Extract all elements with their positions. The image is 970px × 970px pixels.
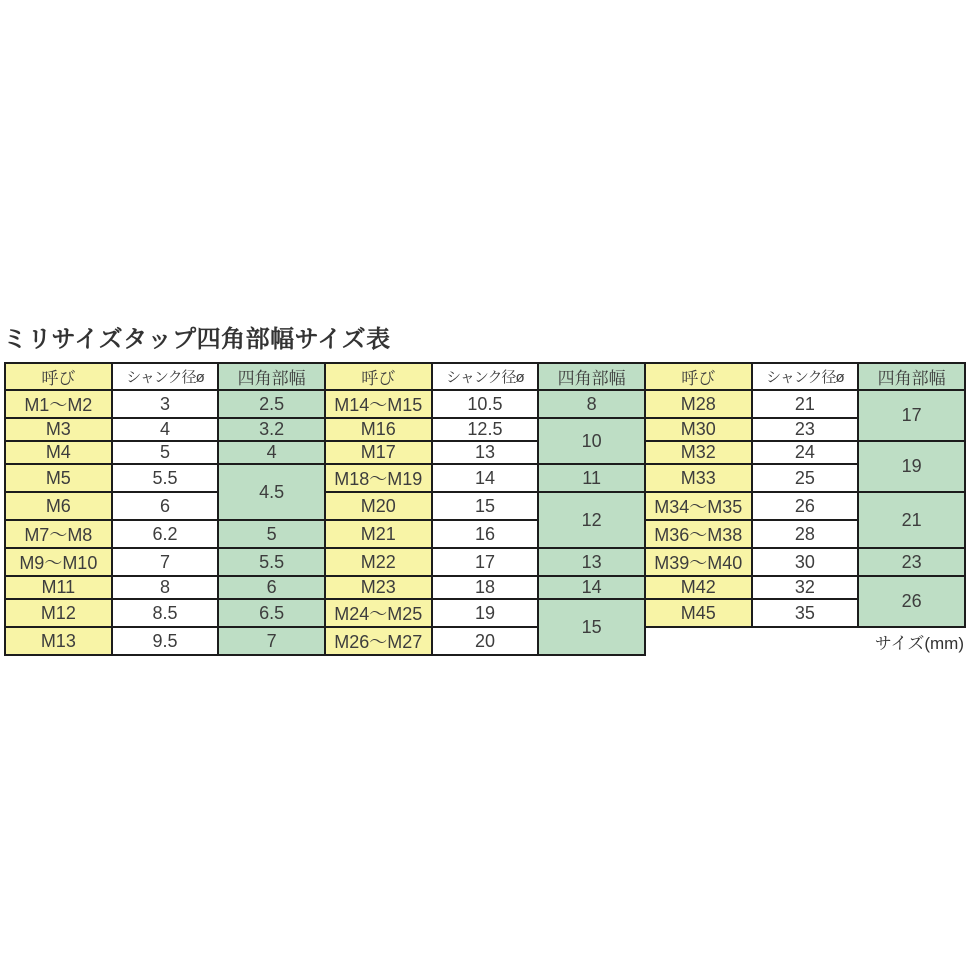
square-width-cell: 4.5 <box>218 464 325 520</box>
shank-diameter-cell: 18 <box>432 576 539 599</box>
designation-cell: M17 <box>325 441 432 464</box>
shank-diameter-cell: 8.5 <box>112 599 219 627</box>
square-width-cell: 3.2 <box>218 418 325 441</box>
square-width-header: 四角部幅 <box>538 363 645 390</box>
designation-cell: M3 <box>5 418 112 441</box>
designation-cell: M22 <box>325 548 432 576</box>
table-body <box>5 390 965 655</box>
designation-cell: M21 <box>325 520 432 548</box>
shank-diameter-cell: 6.2 <box>112 520 219 548</box>
square-width-cell: 14 <box>538 576 645 599</box>
designation-header: 呼び <box>5 363 112 390</box>
designation-header: 呼び <box>325 363 432 390</box>
designation-cell: M11 <box>5 576 112 599</box>
shank-diameter-cell: 14 <box>432 464 539 492</box>
designation-cell: M7～M8 <box>5 520 112 548</box>
shank-diameter-cell: 9.5 <box>112 627 219 655</box>
designation-cell: M5 <box>5 464 112 492</box>
square-width-cell: 8 <box>538 390 645 418</box>
square-width-cell: 2.5 <box>218 390 325 418</box>
table-header-row <box>5 363 965 390</box>
table-row <box>5 520 965 548</box>
shank-diameter-header: シャンク径ø <box>752 363 859 390</box>
square-width-cell: 4 <box>218 441 325 464</box>
designation-cell: M24～M25 <box>325 599 432 627</box>
shank-diameter-cell: 5.5 <box>112 464 219 492</box>
designation-cell: M20 <box>325 492 432 520</box>
table-row <box>5 548 965 576</box>
table-head <box>5 363 965 390</box>
square-width-cell: 7 <box>218 627 325 655</box>
shank-diameter-cell: 23 <box>752 418 859 441</box>
shank-diameter-cell: 24 <box>752 441 859 464</box>
square-width-cell: 6 <box>218 576 325 599</box>
table-row <box>5 576 965 599</box>
shank-diameter-cell: 21 <box>752 390 859 418</box>
shank-diameter-cell: 30 <box>752 548 859 576</box>
square-width-cell: 13 <box>538 548 645 576</box>
square-width-header: 四角部幅 <box>858 363 965 390</box>
table-row <box>5 418 965 441</box>
designation-cell: M16 <box>325 418 432 441</box>
table-row <box>5 464 965 492</box>
shank-diameter-cell: 4 <box>112 418 219 441</box>
designation-cell: M4 <box>5 441 112 464</box>
page-title: ミリサイズタップ四角部幅サイズ表 <box>3 326 391 353</box>
table-row <box>5 390 965 418</box>
designation-cell: M28 <box>645 390 752 418</box>
table-row <box>5 599 965 627</box>
shank-diameter-cell: 25 <box>752 464 859 492</box>
square-width-cell: 5 <box>218 520 325 548</box>
square-width-cell: 5.5 <box>218 548 325 576</box>
shank-diameter-cell: 6 <box>112 492 219 520</box>
shank-diameter-cell: 8 <box>112 576 219 599</box>
unit-note: サイズ(mm) <box>874 634 964 653</box>
designation-cell: M45 <box>645 599 752 627</box>
square-width-cell: 17 <box>858 390 965 441</box>
square-width-cell: 21 <box>858 492 965 548</box>
shank-diameter-cell: 32 <box>752 576 859 599</box>
square-width-cell: 23 <box>858 548 965 576</box>
shank-diameter-cell: 19 <box>432 599 539 627</box>
designation-cell: M18～M19 <box>325 464 432 492</box>
shank-diameter-cell: 26 <box>752 492 859 520</box>
square-width-cell: 15 <box>538 599 645 655</box>
shank-diameter-cell: 17 <box>432 548 539 576</box>
designation-cell: M1～M2 <box>5 390 112 418</box>
shank-diameter-cell: 7 <box>112 548 219 576</box>
square-width-cell: 12 <box>538 492 645 548</box>
size-table <box>4 362 966 656</box>
table-row <box>5 492 965 520</box>
designation-cell: M26～M27 <box>325 627 432 655</box>
designation-cell: M39～M40 <box>645 548 752 576</box>
shank-diameter-cell: 35 <box>752 599 859 627</box>
square-width-cell: 10 <box>538 418 645 464</box>
shank-diameter-cell: 28 <box>752 520 859 548</box>
shank-diameter-cell: 3 <box>112 390 219 418</box>
shank-diameter-header: シャンク径ø <box>432 363 539 390</box>
designation-cell: M13 <box>5 627 112 655</box>
unit-note-cell <box>645 627 965 655</box>
designation-cell: M32 <box>645 441 752 464</box>
designation-cell: M9～M10 <box>5 548 112 576</box>
designation-header: 呼び <box>645 363 752 390</box>
shank-diameter-cell: 16 <box>432 520 539 548</box>
designation-cell: M12 <box>5 599 112 627</box>
designation-cell: M33 <box>645 464 752 492</box>
table-row <box>5 441 965 464</box>
designation-cell: M34～M35 <box>645 492 752 520</box>
shank-diameter-cell: 5 <box>112 441 219 464</box>
designation-cell: M6 <box>5 492 112 520</box>
table-row <box>5 627 965 655</box>
square-width-cell: 6.5 <box>218 599 325 627</box>
square-width-header: 四角部幅 <box>218 363 325 390</box>
square-width-cell: 26 <box>858 576 965 627</box>
designation-cell: M23 <box>325 576 432 599</box>
square-width-cell: 11 <box>538 464 645 492</box>
designation-cell: M30 <box>645 418 752 441</box>
shank-diameter-cell: 13 <box>432 441 539 464</box>
shank-diameter-header: シャンク径ø <box>112 363 219 390</box>
designation-cell: M36～M38 <box>645 520 752 548</box>
table-container <box>4 362 966 656</box>
designation-cell: M42 <box>645 576 752 599</box>
designation-cell: M14～M15 <box>325 390 432 418</box>
shank-diameter-cell: 12.5 <box>432 418 539 441</box>
shank-diameter-cell: 20 <box>432 627 539 655</box>
shank-diameter-cell: 15 <box>432 492 539 520</box>
shank-diameter-cell: 10.5 <box>432 390 539 418</box>
square-width-cell: 19 <box>858 441 965 492</box>
